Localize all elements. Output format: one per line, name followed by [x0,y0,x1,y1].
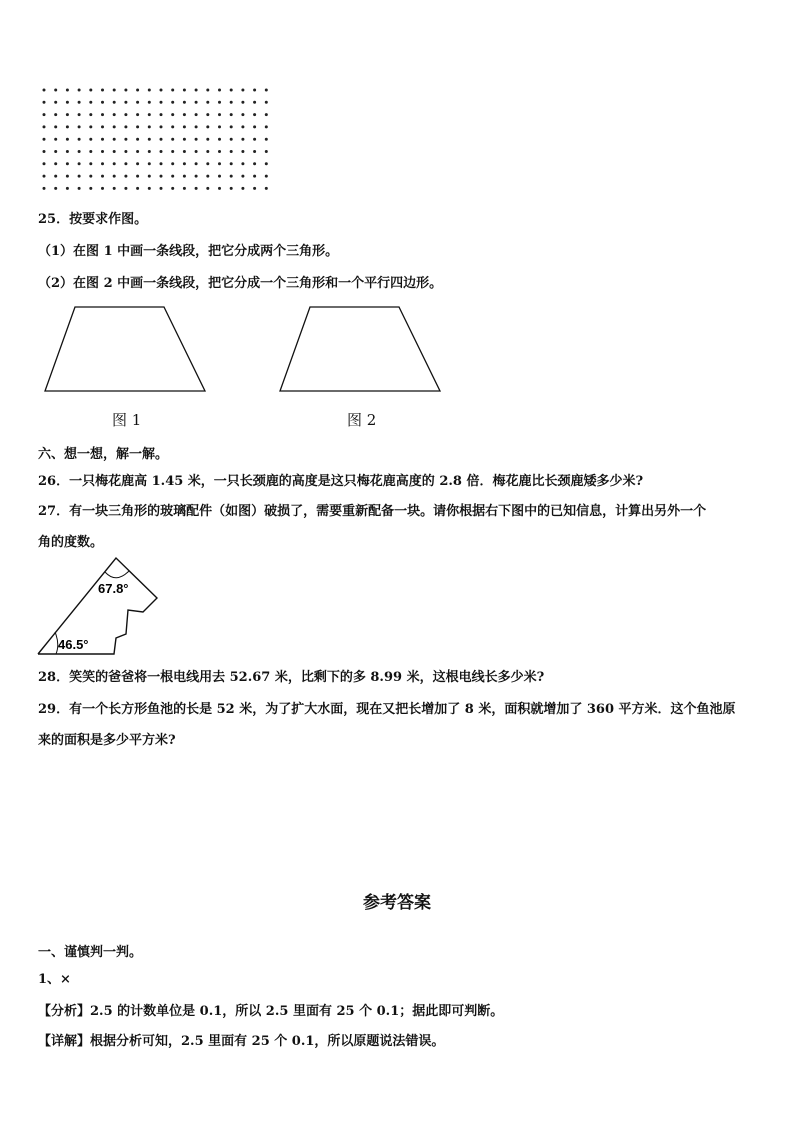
grid-dot [66,89,69,92]
grid-dot [183,175,186,178]
grid-dot [195,138,198,141]
grid-dot [241,101,244,104]
grid-dot [124,125,127,128]
grid-dot [66,125,69,128]
grid-dot [206,89,209,92]
grid-dot [265,175,268,178]
grid-dot [66,187,69,190]
grid-dot [253,113,256,116]
grid-dot [43,187,46,190]
grid-dot [78,187,81,190]
grid-dot [136,89,139,92]
grid-dot [253,89,256,92]
grid-dot [78,162,81,165]
grid-dot [89,150,92,153]
q27-line2: 角的度数。 [38,535,104,550]
grid-dot [206,175,209,178]
grid-dot [218,175,221,178]
grid-dot [171,138,174,141]
grid-dot [54,101,57,104]
grid-dot [101,89,104,92]
grid-dot [148,125,151,128]
answers-heading: 参考答案 [363,893,431,913]
grid-dot [124,113,127,116]
grid-dot [241,162,244,165]
grid-dot [148,113,151,116]
grid-dot [265,89,268,92]
grid-dot [43,150,46,153]
grid-dot [148,150,151,153]
answers-section-1: 一、谨慎判一判。 [38,945,143,960]
grid-dot [171,113,174,116]
grid-dot [113,162,116,165]
grid-dot [218,150,221,153]
grid-dot [124,175,127,178]
grid-dot [230,89,233,92]
grid-dot [124,101,127,104]
grid-dot [195,101,198,104]
grid-dot [195,89,198,92]
grid-dot [124,162,127,165]
grid-dot [230,150,233,153]
grid-dot [89,162,92,165]
grid-dot [183,138,186,141]
grid-dot [230,187,233,190]
grid-dot [183,162,186,165]
grid-dot [113,150,116,153]
grid-dot [43,162,46,165]
grid-dot [89,89,92,92]
grid-dot [89,138,92,141]
grid-dot [171,187,174,190]
grid-dot [230,101,233,104]
grid-dot [171,175,174,178]
grid-dot [160,175,163,178]
grid-dot [43,89,46,92]
grid-dot [230,138,233,141]
grid-dot [113,175,116,178]
angle-top-label: 67.8° [98,581,129,596]
grid-dot [54,89,57,92]
grid-dot [183,101,186,104]
grid-dot [253,138,256,141]
grid-dot [183,150,186,153]
grid-dot [253,162,256,165]
grid-dot [195,187,198,190]
grid-dot [54,113,57,116]
trapezoid-figure-1 [42,305,212,395]
grid-dot [160,101,163,104]
grid-dot [101,175,104,178]
grid-dot [241,89,244,92]
grid-dot [78,101,81,104]
grid-dot [218,89,221,92]
grid-dot [113,187,116,190]
grid-dot [148,101,151,104]
grid-dot [265,162,268,165]
grid-dot [148,138,151,141]
grid-dot [89,187,92,190]
grid-dot [136,101,139,104]
grid-dot [230,113,233,116]
grid-dot [136,113,139,116]
grid-dot [89,175,92,178]
q29-line2: 来的面积是多少平方米? [38,733,176,748]
grid-dot [206,162,209,165]
grid-dot [148,175,151,178]
grid-dot [54,125,57,128]
grid-dot [218,125,221,128]
grid-dot [66,101,69,104]
q28-text: 28．笑笑的爸爸将一根电线用去 52.67 米，比剩下的多 8.99 米，这根电线长多少米? [38,670,545,685]
grid-dot [265,125,268,128]
grid-dot [43,138,46,141]
grid-dot [148,187,151,190]
grid-dot [183,113,186,116]
grid-dot [241,125,244,128]
grid-dot [113,125,116,128]
grid-dot [148,162,151,165]
grid-dot [253,187,256,190]
grid-dot [241,113,244,116]
grid-dot [78,89,81,92]
grid-dot [265,138,268,141]
grid-dot [253,101,256,104]
grid-dot [54,162,57,165]
trapezoid-figure-2 [277,305,447,395]
grid-dot [160,125,163,128]
grid-dot [124,89,127,92]
q27-line1: 27．有一块三角形的玻璃配件（如图）破损了，需要重新配备一块。请你根据右下图中的已知信息，计算出另外一个 [38,504,707,519]
answer-analysis: 【分析】2.5 的计数单位是 0.1，所以 2.5 里面有 25 个 0.1；据此即可判断。 [38,1004,504,1019]
q25-part1: （1）在图 1 中画一条线段，把它分成两个三角形。 [38,244,339,259]
grid-dot [124,150,127,153]
grid-dot [43,113,46,116]
grid-dot [66,175,69,178]
answer-detail: 【详解】根据分析可知，2.5 里面有 25 个 0.1，所以原题说法错误。 [38,1034,445,1049]
grid-dot [101,162,104,165]
grid-dot [230,162,233,165]
grid-dot [195,162,198,165]
grid-dot [136,187,139,190]
grid-dot [206,187,209,190]
grid-dot [160,89,163,92]
grid-dot [136,138,139,141]
grid-dot [136,175,139,178]
answer-item-1: 1、× [38,972,71,987]
grid-dot [101,138,104,141]
grid-dot [54,150,57,153]
grid-dot [66,150,69,153]
grid-dot [101,125,104,128]
grid-dot [218,187,221,190]
grid-dot [265,113,268,116]
grid-dot [113,138,116,141]
grid-dot [195,150,198,153]
grid-dot [113,101,116,104]
grid-dot [136,162,139,165]
grid-dot [206,125,209,128]
grid-dot [78,175,81,178]
grid-dot [171,125,174,128]
grid-dot [183,89,186,92]
grid-dot [136,125,139,128]
grid-dot [230,175,233,178]
grid-dot [171,150,174,153]
q29-line1: 29．有一个长方形鱼池的长是 52 米，为了扩大水面，现在又把长增加了 8 米，面积就增加了 360 平方米．这个鱼池原 [38,702,736,717]
grid-dot [218,162,221,165]
grid-dot [206,138,209,141]
grid-dot [78,150,81,153]
q25-part2: （2）在图 2 中画一条线段，把它分成一个三角形和一个平行四边形。 [38,276,443,291]
grid-dot [265,187,268,190]
grid-dot [253,175,256,178]
grid-dot [89,125,92,128]
grid-dot [206,101,209,104]
grid-dot [89,113,92,116]
grid-dot [43,175,46,178]
grid-dot [171,162,174,165]
grid-dot [160,187,163,190]
grid-dot [89,101,92,104]
dot-grid [38,84,278,194]
grid-dot [206,150,209,153]
grid-dot [171,101,174,104]
grid-dot [43,125,46,128]
q26-text: 26．一只梅花鹿高 1.45 米，一只长颈鹿的高度是这只梅花鹿高度的 2.8 倍．梅花鹿比长颈鹿矮多少米? [38,474,644,489]
grid-dot [241,150,244,153]
section-6-title: 六、想一想，解一解。 [38,447,169,462]
grid-dot [124,187,127,190]
grid-dot [218,101,221,104]
grid-dot [66,138,69,141]
grid-dot [241,187,244,190]
grid-dot [148,89,151,92]
grid-dot [195,113,198,116]
grid-dot [101,150,104,153]
grid-dot [241,175,244,178]
grid-dot [183,187,186,190]
grid-dot [54,138,57,141]
grid-dot [160,162,163,165]
grid-dot [124,138,127,141]
grid-dot [101,101,104,104]
grid-dot [265,150,268,153]
grid-dot [43,101,46,104]
grid-dot [160,150,163,153]
q25-title: 25．按要求作图。 [38,212,148,227]
grid-dot [171,89,174,92]
grid-dot [54,187,57,190]
grid-dot [66,113,69,116]
grid-dot [218,113,221,116]
grid-dot [218,138,221,141]
grid-dot [78,138,81,141]
grid-dot [183,125,186,128]
grid-dot [265,101,268,104]
grid-dot [230,125,233,128]
grid-dot [113,113,116,116]
grid-dot [136,150,139,153]
figure-1-caption: 图 1 [112,411,142,429]
grid-dot [253,125,256,128]
grid-dot [78,125,81,128]
grid-dot [101,113,104,116]
grid-dot [160,113,163,116]
grid-dot [206,113,209,116]
angle-bottom-label: 46.5° [58,637,89,652]
grid-dot [101,187,104,190]
grid-dot [241,138,244,141]
grid-dot [54,175,57,178]
grid-dot [195,175,198,178]
grid-dot [195,125,198,128]
grid-dot [253,150,256,153]
figure-2-caption: 图 2 [347,411,377,429]
grid-dot [78,113,81,116]
grid-dot [66,162,69,165]
grid-dot [113,89,116,92]
grid-dot [160,138,163,141]
broken-triangle-figure [36,556,166,656]
